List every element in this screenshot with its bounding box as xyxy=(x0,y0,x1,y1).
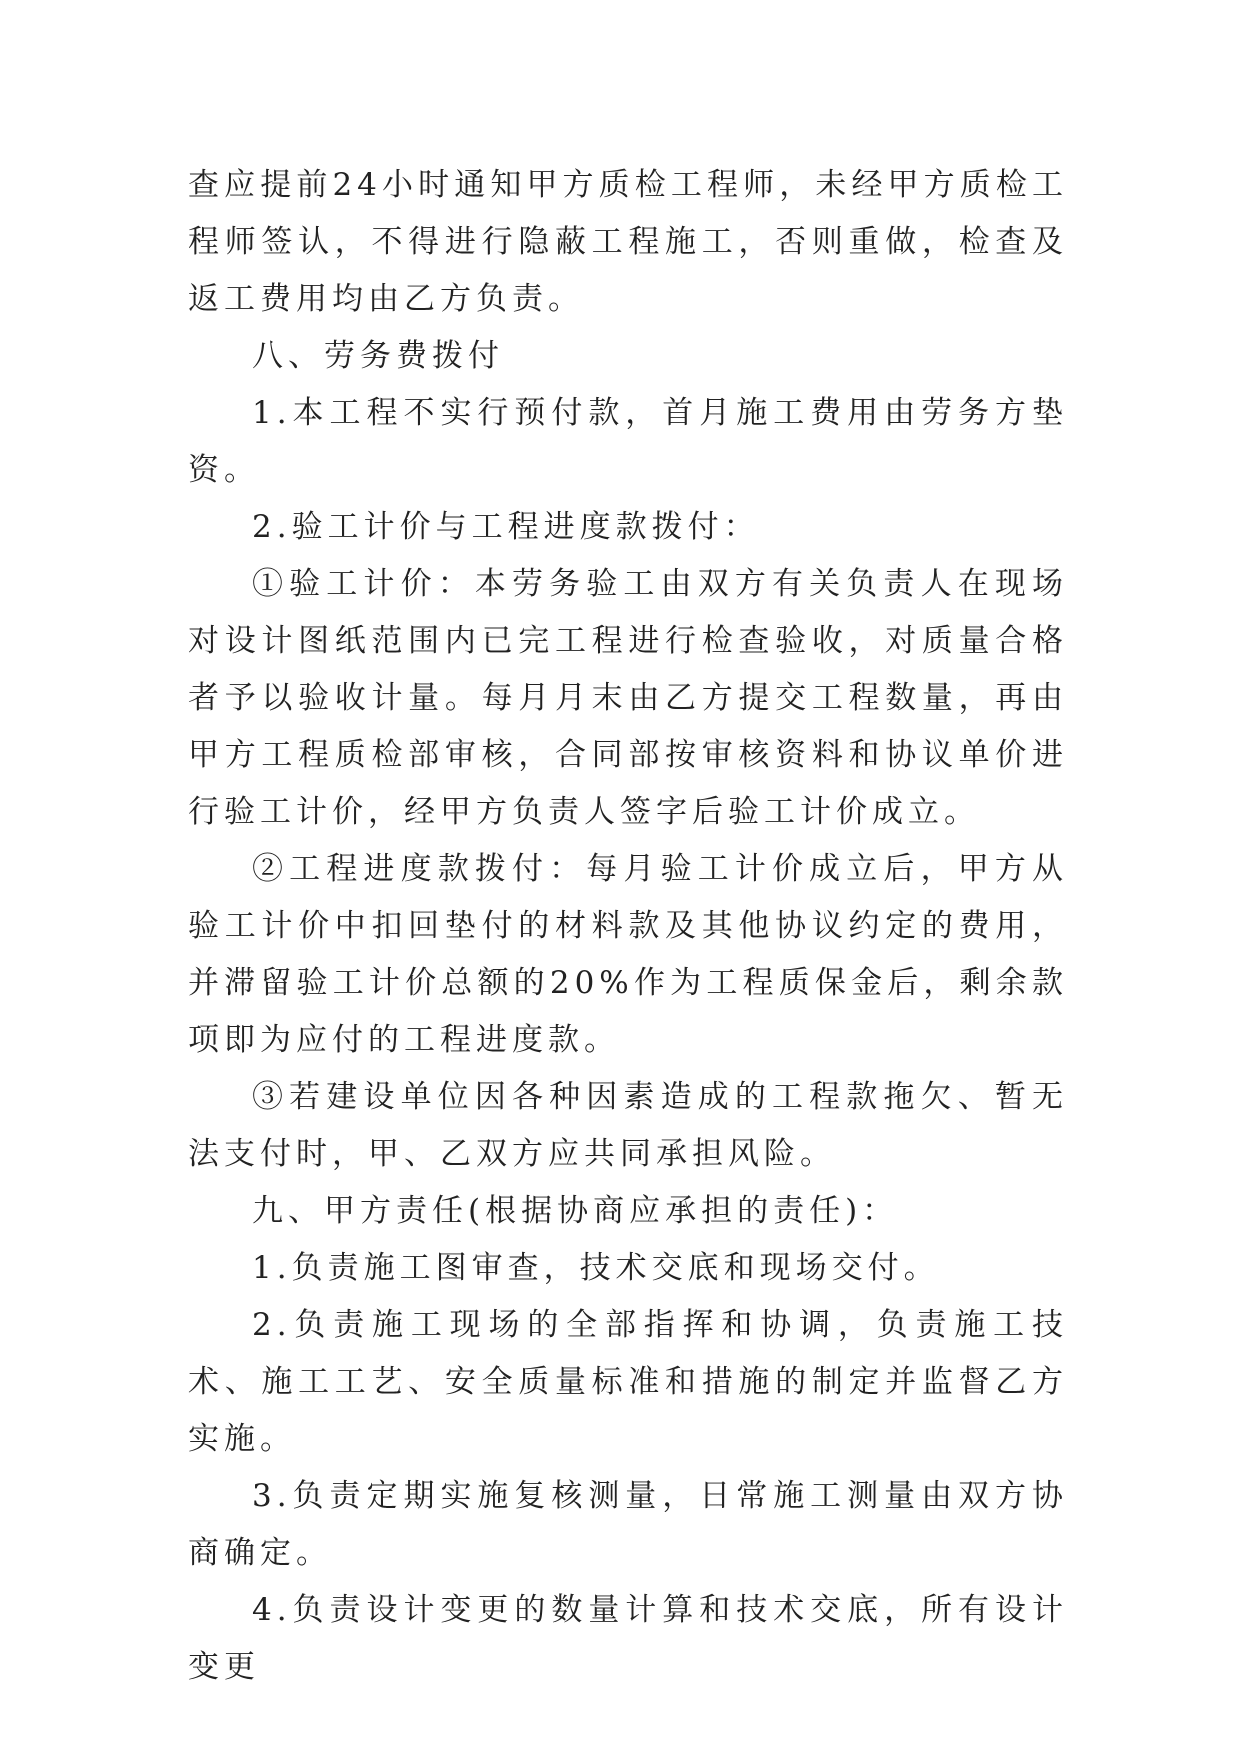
clause-9-3: 3.负责定期实施复核测量，日常施工测量由双方协商确定。 xyxy=(188,1478,1068,1571)
section-heading-9: 九、甲方责任(根据协商应承担的责任)： xyxy=(252,1193,899,1229)
clause-8-1: 1.本工程不实行预付款，首月施工费用由劳务方垫资。 xyxy=(188,395,1068,488)
clause-8-2-c: ③若建设单位因各种因素造成的工程款拖欠、暂无法支付时，甲、乙双方应共同承担风险。 xyxy=(188,1079,1068,1172)
section-heading-8: 八、劳务费拨付 xyxy=(252,338,504,374)
clause-8-2-a: ①验工计价：本劳务验工由双方有关负责人在现场对设计图纸范围内已完工程进行检查验收，对质量合格者予以验收计量。每月月末由乙方提交工程数量，再由甲方工程质检部审核，合同部按审核资料和协议单价进行验工计价，经甲方负责人签字后验工计价成立。 xyxy=(188,566,1068,830)
clause-9-2: 2.负责施工现场的全部指挥和协调，负责施工技术、施工工艺、安全质量标准和措施的制定并监督乙方实施。 xyxy=(188,1307,1068,1457)
clause-8-2: 2.验工计价与工程进度款拨付： xyxy=(252,509,760,545)
clause-8-2-b: ②工程进度款拨付：每月验工计价成立后，甲方从验工计价中扣回垫付的材料款及其他协议约定的费用，并滞留验工计价总额的20%作为工程质保金后，剩余款项即为应付的工程进度款。 xyxy=(188,851,1068,1058)
clause-9-1: 1.负责施工图审查，技术交底和现场交付。 xyxy=(252,1250,940,1286)
paragraph-continuation: 查应提前24小时通知甲方质检工程师，未经甲方质检工程师签认，不得进行隐蔽工程施工，否则重做，检查及返工费用均由乙方负责。 xyxy=(188,167,1068,317)
document-page xyxy=(188,157,1068,1696)
clause-9-4: 4.负责设计变更的数量计算和技术交底，所有设计变更 xyxy=(188,1592,1068,1685)
